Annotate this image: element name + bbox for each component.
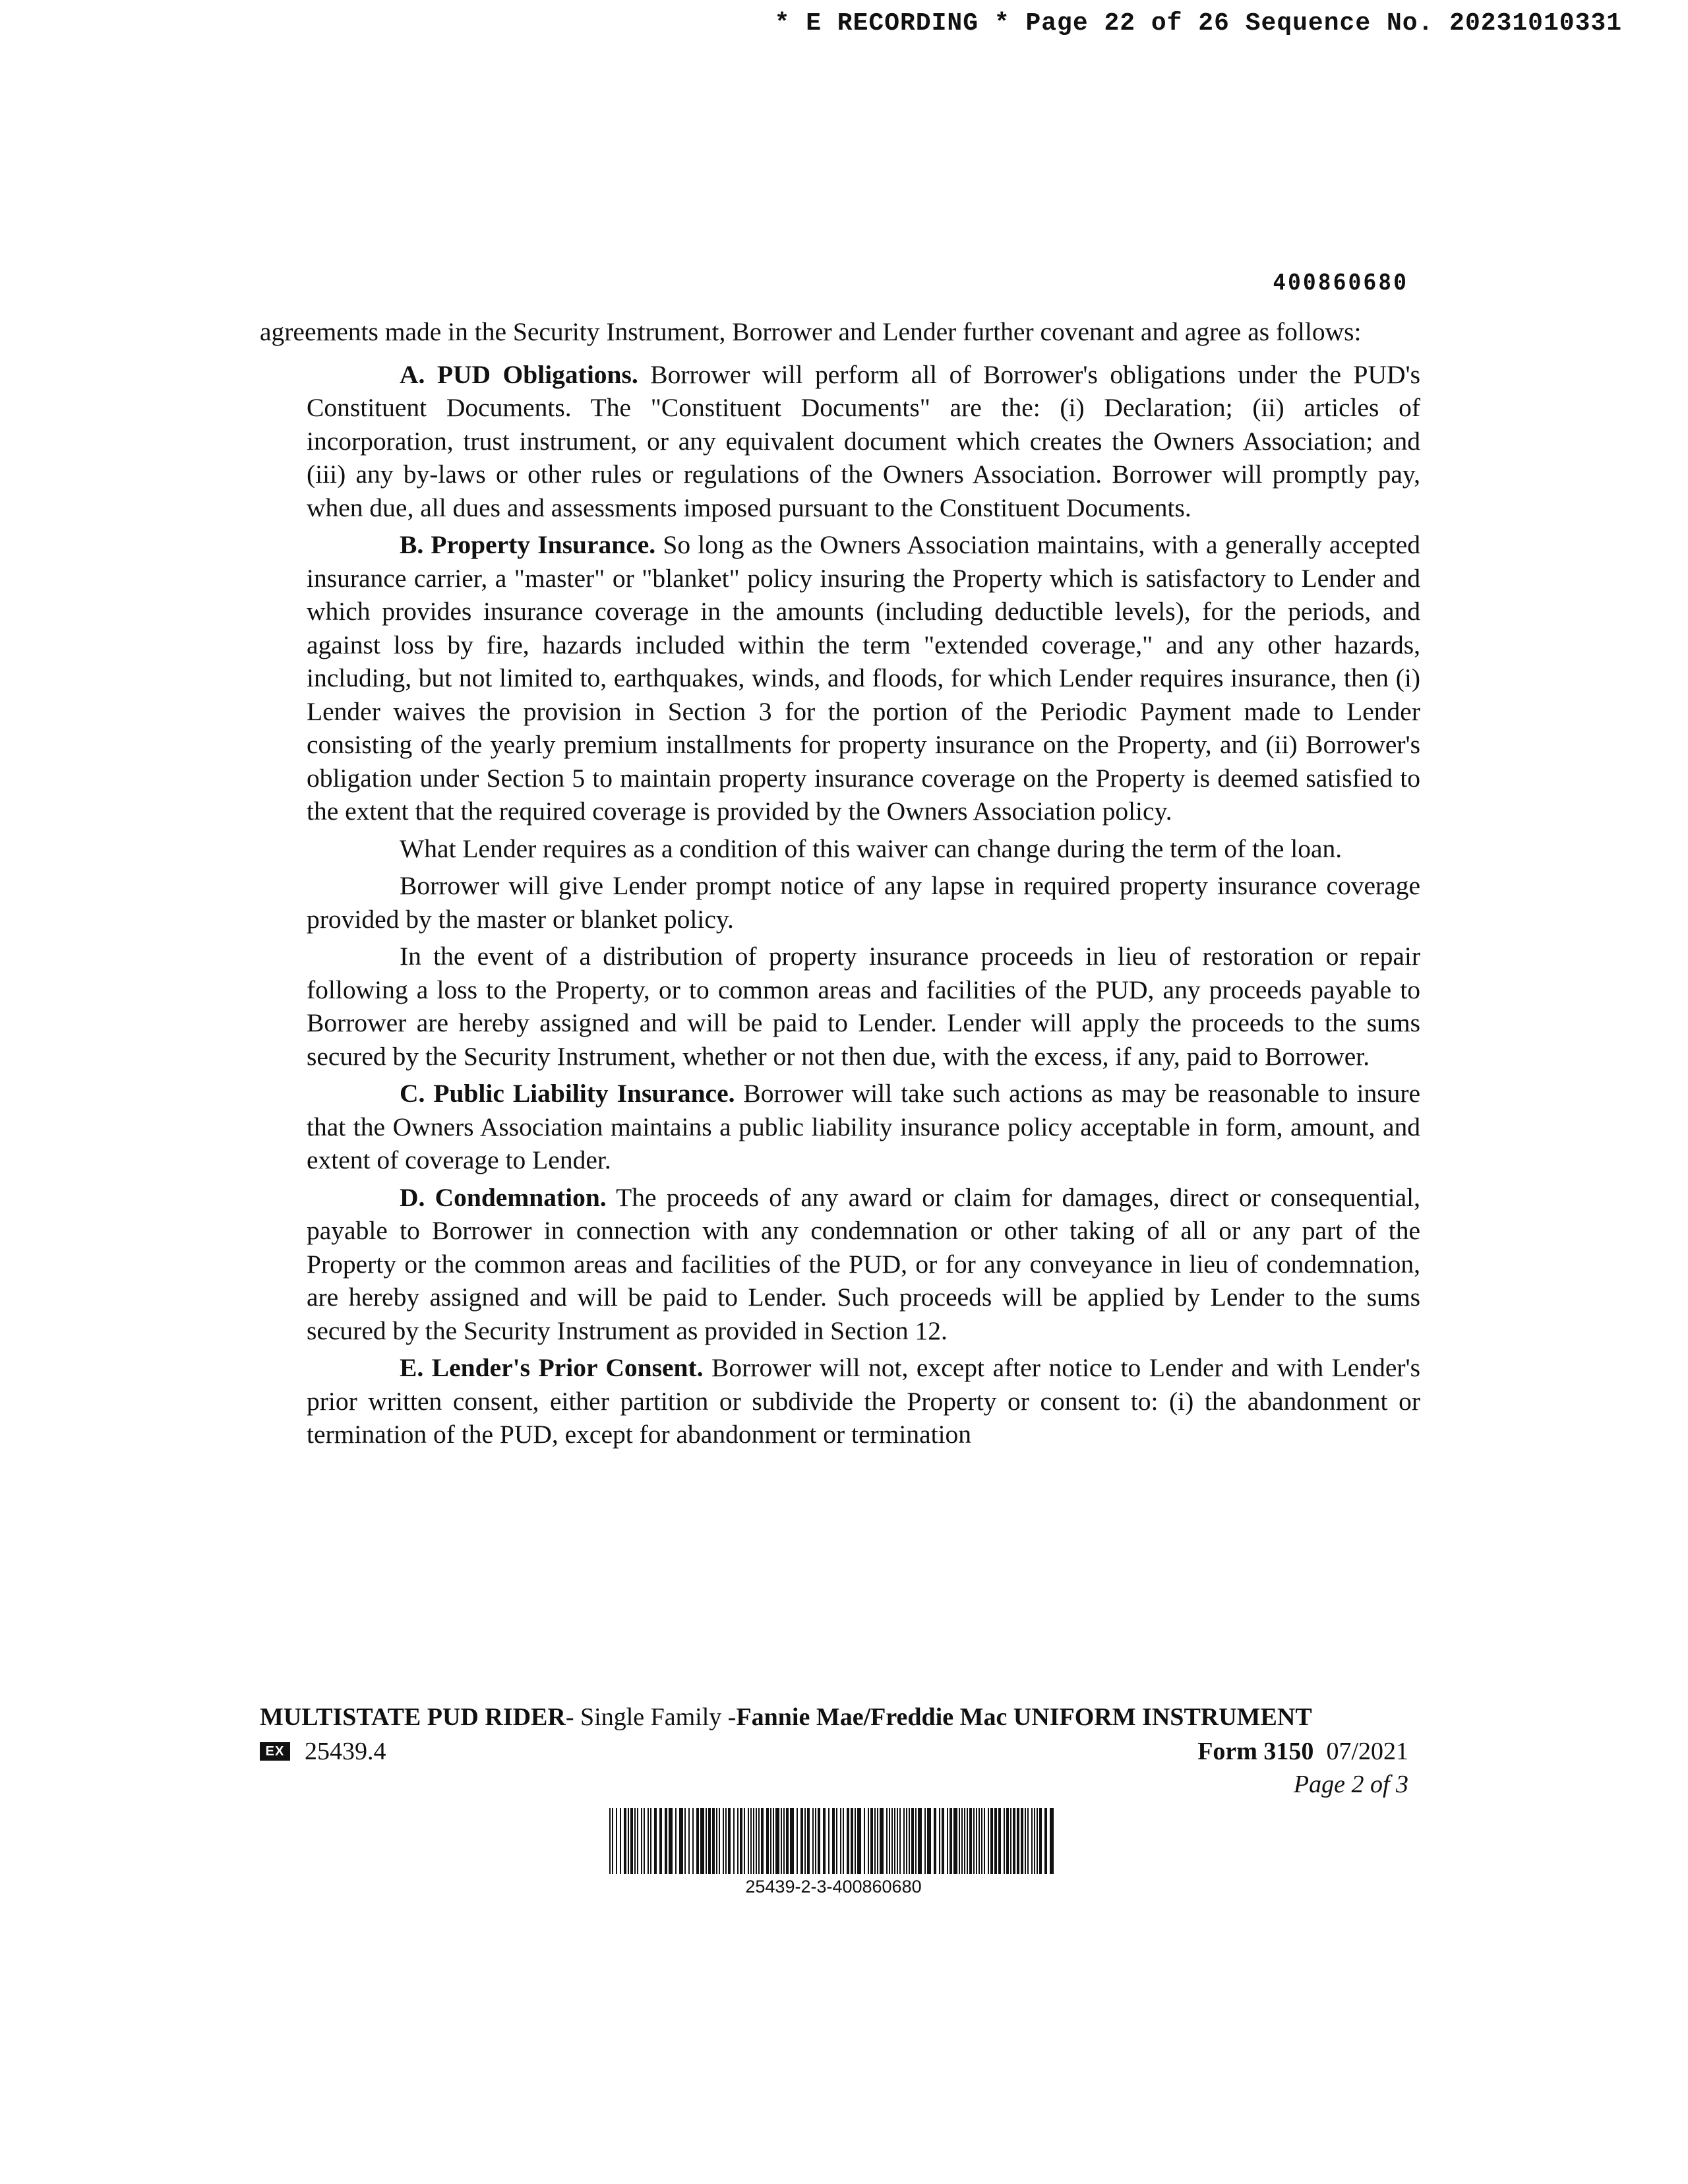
form-number bbox=[1197, 1737, 1408, 1766]
barcode-text: 25439-2-3-400860680 bbox=[745, 1877, 922, 1896]
section-pud-obligations bbox=[307, 358, 1420, 525]
paragraph-lapse-notice bbox=[307, 869, 1420, 936]
paragraph-waiver-condition bbox=[307, 832, 1420, 866]
barcode-icon bbox=[609, 1808, 1058, 1874]
section-text: Borrower will perform all of Borrower's obligations under the PUD's Constituent Documents. The "Constituent Documents" are the: (i) Declaration; (ii) articles of incorporation, trust instrument, or any equivalent document which creates the Owners Association; and (iii) any by-laws or other rules or regulations of the Owners Association. Borrower will promptly pay, when due, all dues and assessments imposed pursuant to the Constituent Documents. bbox=[307, 359, 1420, 522]
section-text: What Lender requires as a condition of this waiver can change during the term of the loan. bbox=[400, 834, 1342, 863]
form-date: 07/2021 bbox=[1326, 1738, 1408, 1765]
section-text: Borrower will take such actions as may be reasonable to insure that the Owners Association maintains a public liability insurance policy acceptable in form, amount, and extent of coverage to Lender. bbox=[307, 1079, 1421, 1174]
section-text: In the event of a distribution of property insurance proceeds in lieu of restoration or repair following a loss to the Property, or to common areas and facilities of the PUD, any proceeds payable to Borrower are hereby assigned and will be paid to Lender. Lender will apply the proceeds to the sums secured by the Security Instrument, whether or not then due, with the excess, if any, paid to Borrower. bbox=[307, 942, 1420, 1071]
section-heading: A. PUD Obligations. bbox=[400, 359, 638, 389]
section-text: So long as the Owners Association maintains, with a generally accepted insurance carrier, a "master" or "blanket" policy insuring the Property which is satisfactory to Lender and which provides insurance coverage in the amounts (including deductible levels), for the periods, and against loss by fire, hazards included within the term "extended coverage," and any other hazards, including, but not limited to, earthquakes, winds, and floods, for which Lender requires insurance, then (i) Lender waives the provision in Section 3 for the portion of the Periodic Payment made to Lender consisting of the yearly premium installments for property insurance on the Property, and (ii) Borrower's obligation under Section 5 to maintain property insurance coverage on the Property is deemed satisfied to the extent that the required coverage is provided by the Owners Association policy. bbox=[307, 530, 1420, 826]
doc-code-line bbox=[260, 1737, 386, 1766]
page-indicator: Page 2 of 3 bbox=[1293, 1771, 1408, 1798]
recording-header: * E RECORDING * Page 22 of 26 Sequence No. 20231010331 bbox=[774, 9, 1622, 38]
ellie-mae-logo-icon: EX bbox=[260, 1742, 290, 1761]
section-property-insurance bbox=[307, 528, 1420, 828]
document-body bbox=[260, 315, 1420, 1451]
section-text: Borrower will give Lender prompt notice of any lapse in required property insurance coverage provided by the master or blanket policy. bbox=[307, 871, 1420, 934]
form-title-bold: MULTISTATE PUD RIDER bbox=[260, 1703, 566, 1731]
section-heading: B. Property Insurance. bbox=[400, 530, 656, 559]
loan-number: 400860680 bbox=[1273, 269, 1408, 295]
form-title-bold: Fannie Mae/Freddie Mac UNIFORM INSTRUMENT bbox=[736, 1703, 1312, 1731]
section-text: Borrower will not, except after notice to Lender and with Lender's prior written consent, either partition or subdivide the Property or consent to: (i) the abandonment or termination of the PUD, except for abandonment or termination bbox=[307, 1353, 1420, 1449]
section-text: The proceeds of any award or claim for damages, direct or consequential, payable to Borrower in connection with any condemnation or other taking of all or any part of the Property or the common areas and facilities of the PUD, or for any conveyance in lieu of condemnation, are hereby assigned and will be paid to Lender. Such proceeds will be applied by Lender to the sums secured by the Security Instrument as provided in Section 12. bbox=[307, 1182, 1420, 1345]
doc-code: 25439.4 bbox=[305, 1738, 386, 1765]
paragraph-proceeds-distribution bbox=[307, 940, 1420, 1073]
section-heading: E. Lender's Prior Consent. bbox=[400, 1353, 704, 1382]
section-public-liability-insurance bbox=[307, 1077, 1420, 1177]
intro-paragraph: agreements made in the Security Instrument, Borrower and Lender further covenant and agree as follows: bbox=[260, 317, 1362, 346]
form-label: Form 3150 bbox=[1197, 1738, 1314, 1765]
form-title-plain: - Single Family - bbox=[565, 1703, 737, 1731]
section-lenders-prior-consent bbox=[307, 1351, 1420, 1451]
section-heading: C. Public Liability Insurance. bbox=[400, 1079, 735, 1108]
section-heading: D. Condemnation. bbox=[400, 1182, 607, 1212]
form-title bbox=[260, 1703, 1420, 1732]
section-condemnation bbox=[307, 1181, 1420, 1348]
